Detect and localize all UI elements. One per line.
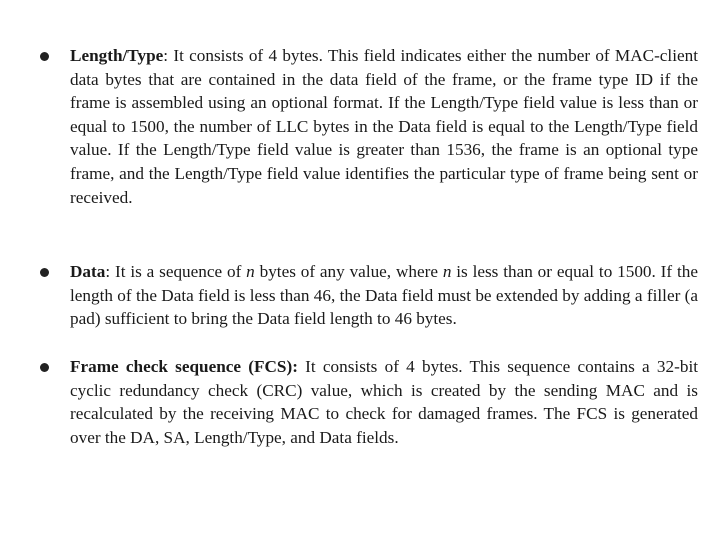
variable-n: n — [442, 262, 452, 281]
description-data-part-3: is less than or equal to 1500. If the length of the Data field is less than 46, the Data field must be extended by adding a filler (a pad) sufficient to bring the Data field length to 46 bytes. — [70, 262, 698, 329]
description-data-part-1: It is a sequence of — [110, 262, 247, 281]
bullet-icon — [40, 268, 49, 277]
term-separator: : — [163, 46, 169, 65]
bullet-icon — [40, 363, 49, 372]
paragraph-data — [70, 260, 698, 331]
description-length-type: It consists of 4 bytes. This field indicates either the number of MAC-client data bytes that are contained in the data field of the frame, or the frame type ID if the frame is assembled using an optional format. If the Length/Type field value is less than or equal to 1500, the number of LLC bytes in the Data field is equal to the Length/Type field value. If the Length/Type field value is greater than 1536, the frame is an optional type frame, and the Length/Type field value identifies the particular type of frame being sent or received. — [70, 46, 698, 207]
paragraph-length-type — [70, 44, 698, 209]
paragraph-fcs — [70, 355, 698, 449]
description-fcs: It consists of 4 bytes. This sequence contains a 32-bit cyclic redundancy check (CRC) value, which is created by the sending MAC and is recalculated by the receiving MAC to check for damaged frames. The FCS is generated over the DA, SA, Length/Type, and Data fields. — [70, 357, 698, 447]
term-separator: : — [105, 262, 111, 281]
variable-n: n — [246, 262, 255, 281]
bullet-icon — [40, 52, 49, 61]
term-fcs: Frame check sequence (FCS): — [70, 357, 298, 376]
term-length-type: Length/Type — [70, 46, 164, 65]
description-data-part-2: bytes of any value, where — [254, 262, 443, 281]
term-data: Data — [70, 262, 106, 281]
